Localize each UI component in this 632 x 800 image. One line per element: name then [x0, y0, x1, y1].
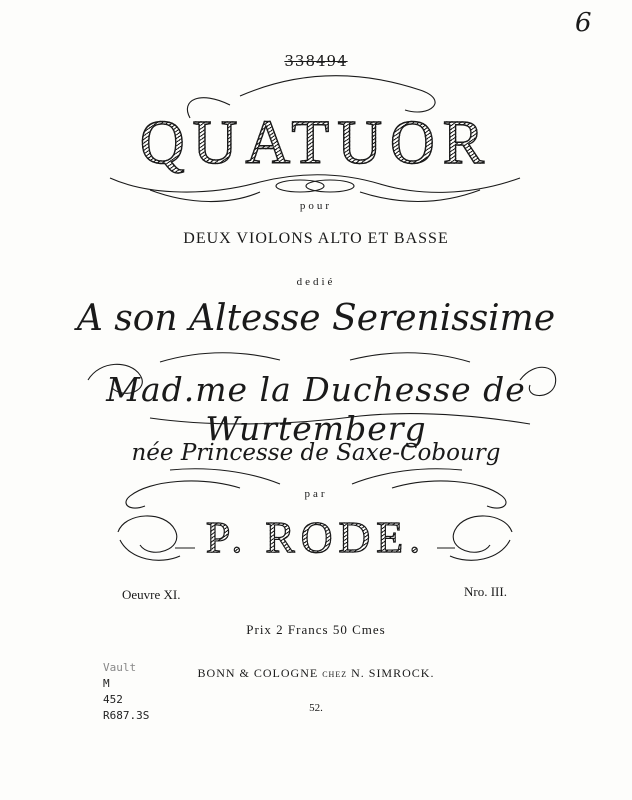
price: Prix 2 Francs 50 Cmes: [246, 622, 386, 637]
catalog-number: [0, 52, 632, 70]
opus-number: Oeuvre XI.: [122, 587, 181, 602]
library-shelfmark: [103, 660, 149, 724]
publisher: BONN & COLOGNE chez N. SIMROCK.: [197, 666, 435, 680]
composer-name: P. RODE.: [0, 512, 632, 563]
dedication-line-1: A son Altesse Serenissime: [76, 298, 556, 339]
plate-number: 52.: [309, 702, 323, 714]
par-text: par: [304, 488, 328, 500]
pour-text: pour: [299, 200, 333, 212]
work-number: Nro. III.: [464, 584, 507, 599]
shelfmark-line-4: R687.3S: [103, 709, 150, 722]
instrumentation: DEUX VIOLONS ALTO ET BASSE: [183, 230, 449, 247]
shelfmark-line-1: Vault: [103, 661, 137, 674]
dedie-text: dedié: [296, 276, 336, 288]
dedication-line-3: née Princesse de Saxe-Cobourg: [131, 440, 501, 466]
archive-pencil-mark: 6: [575, 8, 592, 38]
shelfmark-line-2: M: [103, 677, 110, 690]
shelfmark-line-3: 452: [103, 693, 123, 706]
catalog-number-text: 338494: [284, 52, 348, 70]
dedication-line-2: Mad.me la Duchesse de Wurtemberg: [106, 370, 526, 448]
work-title: QUATUOR: [0, 108, 632, 179]
